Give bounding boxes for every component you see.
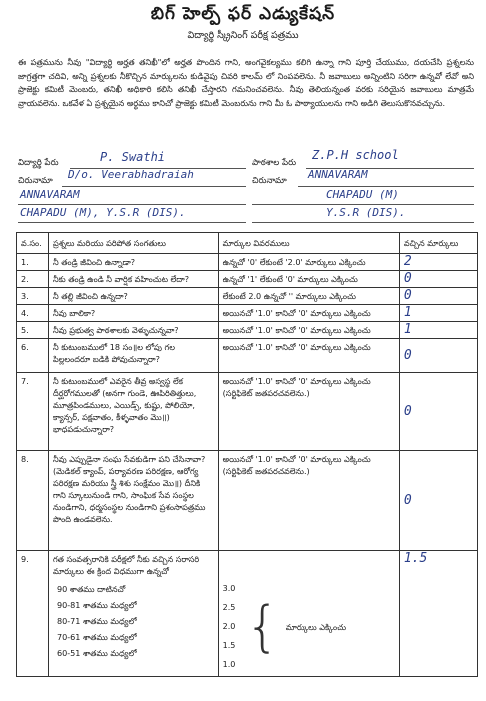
row-question: నీవు ప్రభుత్వ పాఠశాలకు వెళ్ళుచున్నవా? (48, 322, 218, 339)
student-address-line-2[interactable]: ANNAVARAM (20, 188, 80, 201)
percentage-bands (53, 581, 214, 661)
row-number: 2. (17, 271, 49, 288)
student-address-label: చిరునామా (18, 176, 53, 186)
row-number: 6. (17, 339, 49, 373)
row-marks-detail: అయినచో '1.0' కానిచో '0' మార్కులు ఎక్కించు (సర్టిఫికెట్ జతపరచవలెను.) (218, 451, 399, 551)
table-row (17, 551, 478, 677)
row-number: 1. (17, 254, 49, 271)
address-underline-1 (62, 186, 246, 187)
student-address-line-1[interactable]: D/o. Veerabhadraiah (68, 168, 194, 181)
row-mark-value[interactable]: 0 (399, 339, 477, 373)
band-item: 90-81 శాతము మధ్యలో (56, 600, 137, 610)
table-row (17, 271, 478, 288)
row-number: 4. (17, 305, 49, 322)
row-question: నీ తల్లి జీవించి ఉన్నదా? (48, 288, 218, 305)
student-name-label: విద్యార్థి పేరు (18, 158, 59, 168)
col-header-marks-obtained: వచ్చిన మార్కులు (399, 233, 477, 254)
marks-scale (223, 579, 395, 674)
table-row (17, 339, 478, 373)
school-address-label: చిరునామా (252, 176, 287, 186)
scale-value: 2.5 (222, 603, 236, 612)
band-item: 60-51 శాతము మధ్యలో (56, 648, 137, 658)
row-question: నీవు ఎప్పుడైనా సంఘ సేవకుడిగా పని చేసినావా? (మెడికల్ క్యాంప్, పర్యావరణ పరిరక్షణ, ఆరోగ్య పరిరక్షణ మరియు స్త్రీ శిశు సంక్షేమం మొ॥) దీనికి గాని స్కూలునుండి గాని, సాంఘిక సేవ సంస్థల నుండిగాని, ధర్మసంస్థల నుండిగాని ప్రశంసాపత్రము పొంది ఉండవలెను. (48, 451, 218, 551)
address-underline-3 (18, 222, 246, 223)
row-question: నీ కుటుంబములో ఎవరైన తీవ్ర అస్వస్థ లేక దీర్ఘరోగములతో (అనగా గుండె, ఊపిరితిత్తులు, మూత్రపిండములు, ఎయిడ్స్, కుష్టు, పోలియో, క్యాన్సర్, పక్షవాతం, కీళ్ళవాతం మొ॥) భాధపడుచున్నారా? (48, 373, 218, 451)
row-marks-detail: అయినచో '1.0' కానిచో '0' మార్కులు ఎక్కించు (218, 305, 399, 322)
student-address-line-3[interactable]: CHAPADU (M), Y.S.R (DIS). (20, 206, 186, 219)
scale-value: 3.0 (222, 584, 236, 593)
col-header-question: ప్రశ్నలు మరియు పరిపోత సంగతులు (48, 233, 218, 254)
row-number: 9. (17, 551, 49, 677)
row-mark-value[interactable]: 0 (399, 271, 477, 288)
school-address-underline-1 (298, 186, 474, 187)
row-question-text: గత సంవత్సరానికి పరీక్షలో నీకు వచ్చిన సరాసరి మార్కులు ఈ క్రింద విధముగా ఉన్నచో (52, 554, 200, 576)
scale-instruction: మార్కులు ఎక్కించు (285, 621, 347, 632)
instructions-paragraph: ఈ పత్రమును నీవు "విద్యార్థి అర్హత తనిఖీ"లో అర్హత పొందిన గాని, అంగవైకల్యము కలిగి ఉన్నా గాని పూర్తి చేయుము, దయచేసి ప్రశ్నలను జాగ్రత్తగా చదివి, అన్ని ప్రశ్నలకు నీకొచ్చిన మార్కులను కుడివైపు చివరి కాలమ్ లో నింపవలెను. నీ జవాబులు అన్నింటిని సరిగా ఉన్నవో లేవో అని ప్రాజెక్టు కమిటీ మెంబరు, తనిఖీ అధికారి కలిసి తనిఖీ చేస్తారని గమనించవలెను. నీవు తెలియన్నంత వరకు సరియైన జవాబులు మాత్రమే వ్రాయవలెను. ఒకవేళ ఏ ప్రశ్నయైన అర్థము కానిచో ప్రాజెక్టు కమిటీ మెంబరును గాని మీ ఓ పాఠ్యాయులను గాని అడిగి తెలుసుకొనవచ్చును. (18, 57, 474, 108)
row-mark-value[interactable]: 1 (399, 322, 477, 339)
table-row (17, 373, 478, 451)
school-address-underline-2 (252, 204, 474, 205)
row-mark-value[interactable]: 1 (399, 305, 477, 322)
row-question (48, 551, 218, 677)
form-subtitle: విద్యార్థి స్క్రీనింగ్ పరీక్ష పత్రము (187, 30, 299, 41)
screening-table (16, 232, 478, 677)
table-header-row (17, 233, 478, 254)
row-marks-detail: అయినచో '1.0' కానిచో '0' మార్కులు ఎక్కించు (సర్టిఫికెట్ జతపరచవలెను.) (218, 373, 399, 451)
form-title: బిగ్ హెల్ప్ ఫర్ ఎడ్యుకేషన్ (150, 4, 336, 24)
band-item: 70-61 శాతము మధ్యలో (56, 632, 137, 642)
row-marks-detail: అయినచో '1.0' కానిచో '0' మార్కులు ఎక్కించు (218, 339, 399, 373)
row-mark-value[interactable]: 2 (399, 254, 477, 271)
table-row (17, 254, 478, 271)
school-address-line-1[interactable]: ANNAVARAM (308, 168, 368, 181)
row-mark-value[interactable]: 0 (399, 288, 477, 305)
scale-value: 1.5 (222, 641, 236, 650)
table-row (17, 322, 478, 339)
brace-icon: { (245, 594, 280, 658)
row-number: 8. (17, 451, 49, 551)
row-question: నీవు బాలికా? (48, 305, 218, 322)
row-marks-detail: అయినచో '1.0' కానిచో '0' మార్కులు ఎక్కించు (218, 322, 399, 339)
row-number: 5. (17, 322, 49, 339)
school-address-line-2[interactable]: CHAPADU (M) (326, 188, 399, 201)
scale-value: 2.0 (222, 622, 236, 631)
school-address-line-3[interactable]: Y.S.R (DIS). (326, 206, 406, 219)
school-address-underline-3 (252, 222, 474, 223)
band-item: 80-71 శాతము మధ్యలో (56, 616, 137, 626)
row-number: 7. (17, 373, 49, 451)
table-row (17, 288, 478, 305)
band-item: 90 శాతము దాటినచో (56, 584, 126, 594)
row-question: నీకు తండ్రి ఉండి నీ వార్షిక వహించుట లేదా? (48, 271, 218, 288)
row-mark-value[interactable]: 0 (399, 451, 477, 551)
row-question: నీ తండ్రి జీవించి ఉన్నాడా? (48, 254, 218, 271)
row-question: నీ కుటుంబములో 18 సం॥ల లోపు గల పిల్లలందరూ బడికి పోవుచున్నారా? (48, 339, 218, 373)
row-mark-value[interactable]: 0 (399, 373, 477, 451)
scale-value: 1.0 (222, 660, 236, 669)
row-mark-value[interactable]: 1.5 (399, 551, 477, 677)
row-marks-detail: ఉన్నచో '1' లేకుంటే '0' మార్కులు ఎక్కించు (218, 271, 399, 288)
table-row (17, 305, 478, 322)
table-row (17, 451, 478, 551)
scale-values (223, 579, 236, 674)
school-name-value[interactable]: Z.P.H school (312, 148, 399, 162)
row-number: 3. (17, 288, 49, 305)
school-name-label: పాఠశాల పేరు (252, 158, 297, 168)
row-marks-detail (218, 551, 399, 677)
col-header-number: వ.సం. (17, 233, 49, 254)
col-header-marks-detail: మార్కుల వివరములు (218, 233, 399, 254)
row-marks-detail: లేకుంటే 2.0 ఉన్నచో '' మార్కులు ఎక్కించు (218, 288, 399, 305)
student-name-value[interactable]: P. Swathi (100, 150, 166, 164)
row-marks-detail: ఉన్నచో '0' లేకుంటే '2.0' మార్కులు ఎక్కించు (218, 254, 399, 271)
address-underline-2 (18, 204, 246, 205)
